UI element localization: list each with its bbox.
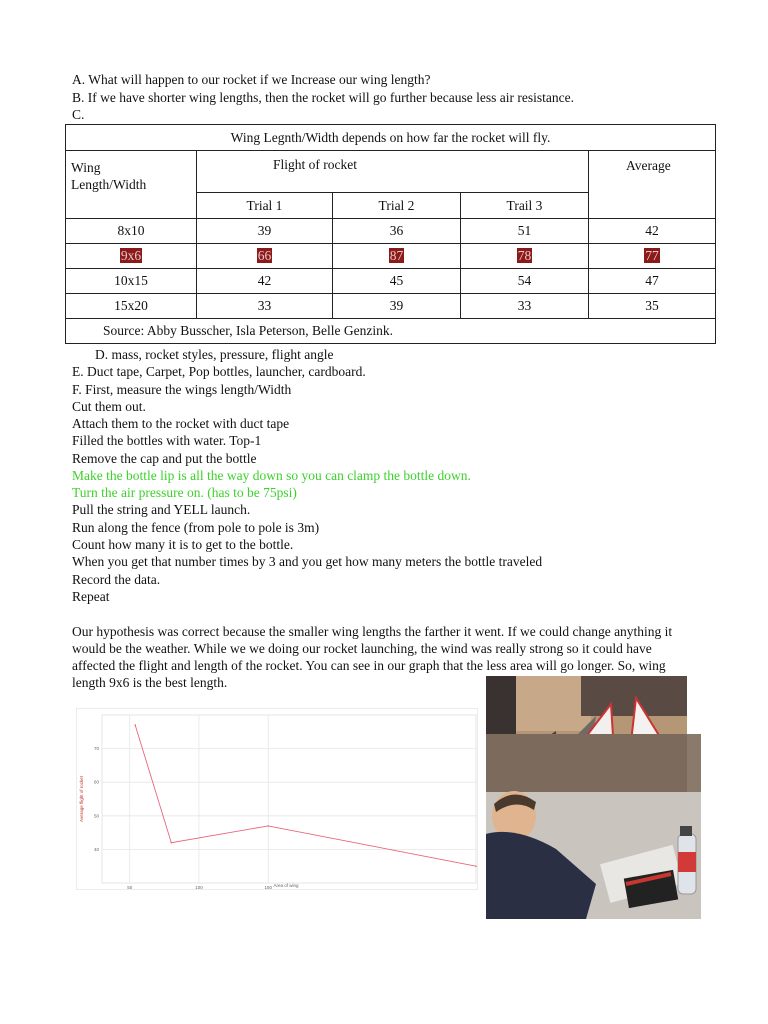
x-axis-label: Area of wing [273,883,299,888]
step-3: Filled the bottles with water. Top-1 [72,433,262,448]
cell-average [589,244,716,269]
table-row-highlighted [66,244,716,269]
highlight-trial-2: 87 [389,248,404,263]
question-c: C. [72,107,85,122]
header-trial-2: Trial 2 [333,193,461,219]
header-wing-line2: Length/Width [71,177,147,192]
cell-average: 42 [589,219,716,244]
student-illustration [486,734,701,919]
highlight-trial-1: 66 [257,248,272,263]
step-5: Make the bottle lip is all the way down so you can clamp the bottle down. [72,468,471,483]
y-tick-label: 70 [93,746,99,752]
y-tick-label: 40 [93,846,99,852]
header-wing [66,151,197,219]
data-point [134,724,136,726]
cell-trial-1 [197,244,333,269]
highlight-wing: 9x6 [120,248,142,263]
data-point [170,842,172,844]
step-2: Attach them to the rocket with duct tape [72,416,290,431]
step-9: Count how many it is to get to the bottle. [72,537,294,552]
table-row [66,269,716,294]
step-11: Record the data. [72,572,161,587]
step-1: Cut them out. [72,399,146,414]
cell-trial-2: 45 [333,269,461,294]
cell-trial-1: 42 [197,269,333,294]
step-7: Pull the string and YELL launch. [72,502,251,517]
cell-wing [66,244,197,269]
highlight-trial-3: 78 [517,248,532,263]
cell-average: 35 [589,294,716,319]
cell-wing: 15x20 [66,294,197,319]
header-wing-line1: Wing [71,160,101,175]
step-f: F. First, measure the wings length/Width [72,382,292,397]
question-a: A. What will happen to our rocket if we Increase our wing length? [72,72,431,87]
cell-trial-2: 36 [333,219,461,244]
x-tick-label: 100 [195,885,203,890]
table-caption-row [66,125,716,151]
cell-trial-3 [461,244,589,269]
highlight-average: 77 [645,248,659,263]
conclusion-paragraph: Our hypothesis was correct because the smaller wing lengths the farther it went. If we could change anything it would be the weather. While we we doing our rocket launching, the wind was really strong so it could have affected the flight and length of the rocket. You can see in our graph that the less area will go longer. So, wing length 9x6 is the best length. [72,624,673,690]
question-b: B. If we have shorter wing lengths, then the rocket will go further because less air resistance. [72,90,574,105]
step-d: D. mass, rocket styles, pressure, flight angle [95,347,334,362]
step-10: When you get that number times by 3 and you get how many meters the bottle traveled [72,554,543,569]
cell-wing: 8x10 [66,219,197,244]
table-source: Source: Abby Busscher, Isla Peterson, Belle Genzink. [66,319,716,344]
cell-trial-3: 33 [461,294,589,319]
cell-trial-1: 33 [197,294,333,319]
cell-trial-3: 54 [461,269,589,294]
data-point [475,865,477,867]
table-row [66,219,716,244]
y-axis-label: Average flight of rocket [79,776,84,822]
table-source-row [66,319,716,344]
y-tick-label: 50 [93,813,99,819]
y-tick-label: 60 [93,779,99,785]
table-row [66,294,716,319]
cell-trial-2: 39 [333,294,461,319]
header-flight: Flight of rocket [197,151,589,193]
step-12: Repeat [72,589,110,604]
step-e: E. Duct tape, Carpet, Pop bottles, launcher, cardboard. [72,364,366,379]
cell-average: 47 [589,269,716,294]
header-trial-1: Trial 1 [197,193,333,219]
step-6: Turn the air pressure on. (has to be 75psi) [72,485,297,500]
table-caption: Wing Legnth/Width depends on how far the rocket will fly. [66,125,716,151]
results-table [65,124,716,344]
cell-wing: 10x15 [66,269,197,294]
cell-trial-2 [333,244,461,269]
x-tick-label: 150 [264,885,272,890]
x-tick-label: 50 [127,885,133,890]
cell-trial-3: 51 [461,219,589,244]
step-4: Remove the cap and put the bottle [72,451,257,466]
wing-area-chart [76,708,478,890]
header-average: Average [589,151,716,219]
student-photo [486,734,701,919]
header-trial-3: Trail 3 [461,193,589,219]
data-point [267,825,269,827]
step-8: Run along the fence (from pole to pole is 3m) [72,520,320,535]
table-header-row [66,151,716,193]
cell-trial-1: 39 [197,219,333,244]
